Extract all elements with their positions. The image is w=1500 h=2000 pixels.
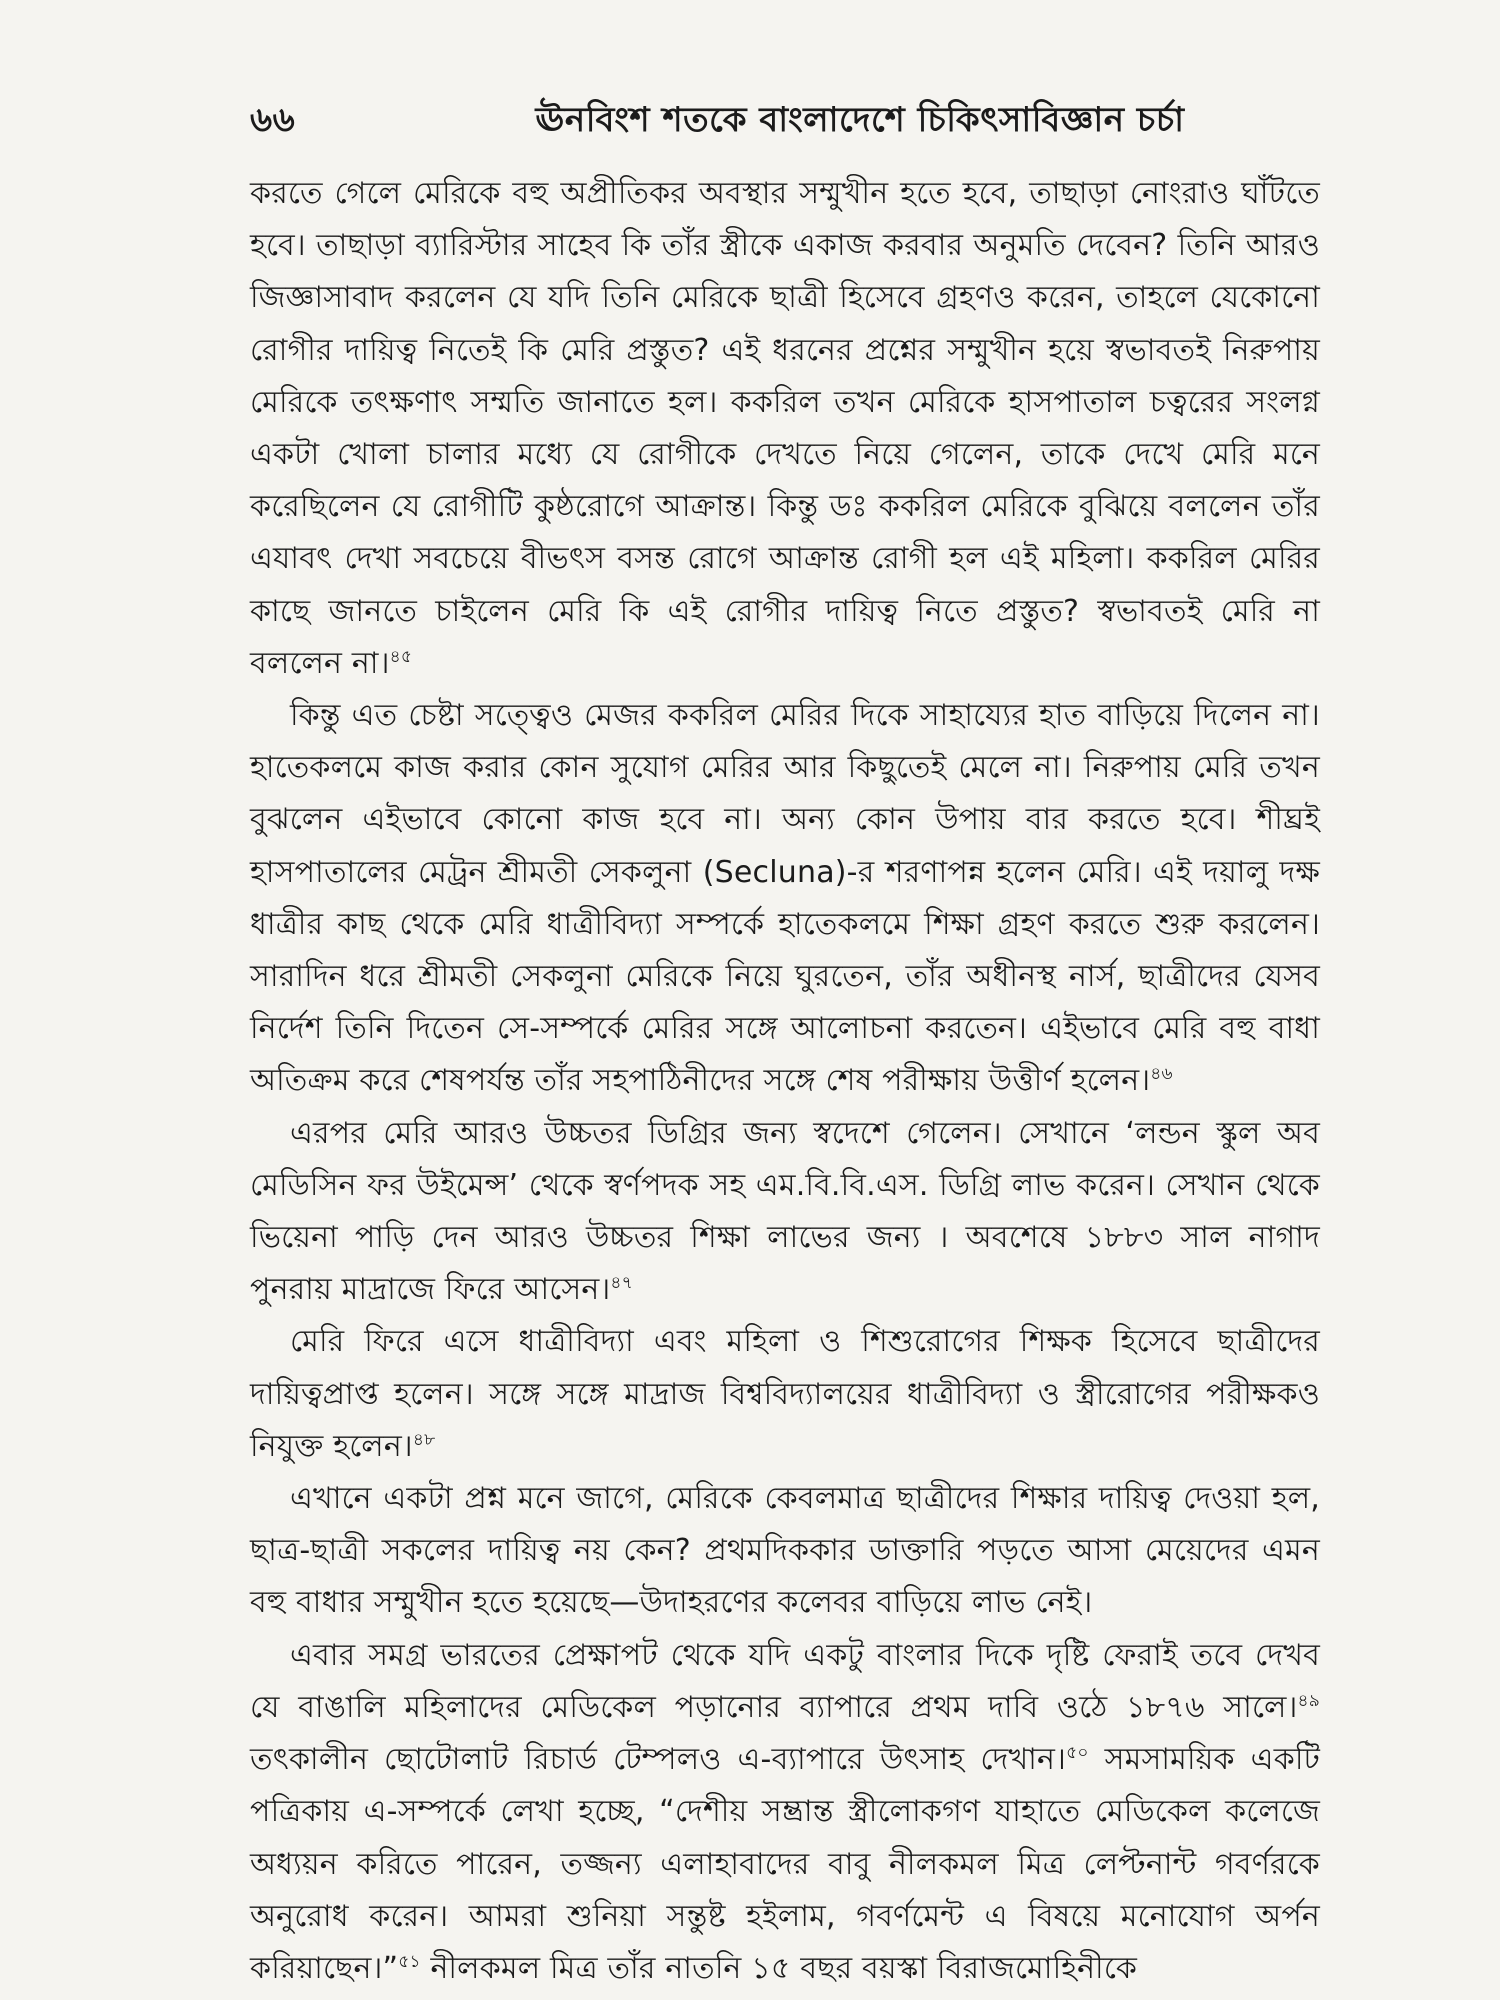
paragraph-5: এখানে একটা প্রশ্ন মনে জাগে, মেরিকে কেবলমাত্র ছাত্রীদের শিক্ষার দায়িত্ব দেওয়া হল, ছাত্র-ছাত্রী সকলের দায়িত্ব নয় কেন? প্রথমদিককার ডাক্তারি পড়তে আসা মেয়েদের এমন বহু বাধার সম্মুখীন হতে হয়েছে—উদাহরণের কলেবর বাড়িয়ে লাভ নেই। (250, 1481, 1320, 1621)
paragraph-4: মেরি ফিরে এসে ধাত্রীবিদ্যা এবং মহিলা ও শিশুরোগের শিক্ষক হিসেবে ছাত্রীদের দায়িত্বপ্রাপ্ত হলেন। সঙ্গে সঙ্গে মাদ্রাজ বিশ্ববিদ্যালয়ের ধাত্রীবিদ্যা ও স্ত্রীরোগের পরীক্ষকও নিযুক্ত হলেন।$^{৪৮}$ (250, 1324, 1320, 1464)
paragraph-3: এরপর মেরি আরও উচ্চতর ডিগ্রির জন্য স্বদেশে গেলেন। সেখানে ‘লন্ডন স্কুল অব মেডিসিন ফর উইমেন্স’ থেকে স্বর্ণপদক সহ এম.বি.বি.এস. ডিগ্রি লাভ করেন। সেখান থেকে ভিয়েনা পাড়ি দেন আরও উচ্চতর শিক্ষা লাভের জন্য । অবশেষে ১৮৮৩ সাল নাগাদ পুনরায় মাদ্রাজে ফিরে আসেন।$^{৪৭}$ (250, 1115, 1320, 1308)
footnote-ref: ৫০ (1066, 1743, 1089, 1764)
paragraph-1: করতে গেলে মেরিকে বহু অপ্রীতিকর অবস্থার সম্মুখীন হতে হবে, তাছাড়া নোংরাও ঘাঁটতে হবে। তাছাড়া ব্যারিস্টার সাহেব কি তাঁর স্ত্রীকে একাজ করবার অনুমতি দেবেন? তিনি আরও জিজ্ঞাসাবাদ করলেন যে যদি তিনি মেরিকে ছাত্রী হিসেবে গ্রহণও করেন, তাহলে যেকোনো রোগীর দায়িত্ব নিতেই কি মেরি প্রস্তুত? এই ধরনের প্রশ্নের সম্মুখীন হয়ে স্বভাবতই নিরুপায় মেরিকে তৎক্ষণাৎ সম্মতি জানাতে হল। ককরিল তখন মেরিকে হাসপাতাল চত্বরের সংলগ্ন একটা খোলা চালার মধ্যে যে রোগীকে দেখতে নিয়ে গেলেন, তাকে দেখে মেরি মনে করেছিলেন যে রোগীটি কুষ্ঠরোগে আক্রান্ত। কিন্তু ডঃ ককরিল মেরিকে বুঝিয়ে বললেন তাঁর এযাবৎ দেখা সবচেয়ে বীভৎস বসন্ত রোগে আক্রান্ত রোগী হল এই মহিলা। ককরিল মেরির কাছে জানতে চাইলেন মেরি কি এই রোগীর দায়িত্ব নিতে প্রস্তুত? স্বভাবতই মেরি না বললেন না।$^{৪৫}$ (250, 176, 1320, 681)
footnote-ref: ৪৯ (1297, 1690, 1320, 1711)
body-text (250, 168, 1320, 1995)
footnote-ref: ৫১ (398, 1951, 421, 1972)
paragraph-2: কিন্তু এত চেষ্টা সত্ত্বেও মেজর ককরিল মেরির দিকে সাহায্যের হাত বাড়িয়ে দিলেন না। হাতেকলমে কাজ করার কোন সুযোগ মেরির আর কিছুতেই মেলে না। নিরুপায় মেরি তখন বুঝলেন এইভাবে কোনো কাজ হবে না। অন্য কোন উপায় বার করতে হবে। শীঘ্রই হাসপাতালের মেট্রন শ্রীমতী সেকলুনা (Secluna)-র শরণাপন্ন হলেন মেরি। এই দয়ালু দক্ষ ধাত্রীর কাছ থেকে মেরি ধাত্রীবিদ্যা সম্পর্কে হাতেকলমে শিক্ষা গ্রহণ করতে শুরু করলেন। সারাদিন ধরে শ্রীমতী সেকলুনা মেরিকে নিয়ে ঘুরতেন, তাঁর অধীনস্থ নার্স, ছাত্রীদের যেসব নির্দেশ তিনি দিতেন সে-সম্পর্কে মেরির সঙ্গে আলোচনা করতেন। এইভাবে মেরি বহু বাধা অতিক্রম করে শেষপর্যন্ত তাঁর সহপাঠিনীদের সঙ্গে শেষ পরীক্ষায় উত্তীর্ণ হলেন।$^{৪৬}$ (250, 698, 1320, 1099)
page-header (250, 88, 1320, 158)
footnote-ref: ৪৬ (1150, 1064, 1173, 1085)
footnote-ref: ৪৭ (610, 1273, 633, 1294)
page-number: ৬৬ (250, 100, 296, 140)
paragraph-6: এবার সমগ্র ভারতের প্রেক্ষাপট থেকে যদি একটু বাংলার দিকে দৃষ্টি ফেরাই তবে দেখব যে বাঙালি মহিলাদের মেডিকেল পড়ানোর ব্যাপারে প্রথম দাবি ওঠে ১৮৭৬ সালে।$^{৪৯}$ তৎকালীন ছোটোলাট রিচার্ড টেম্পলও এ-ব্যাপারে উৎসাহ দেখান।$^{৫০}$ সমসাময়িক একটি পত্রিকায় এ-সম্পর্কে লেখা হচ্ছে, “দেশীয় সম্ভ্রান্ত স্ত্রীলোকগণ যাহাতে মেডিকেল কলেজে অধ্যয়ন করিতে পারেন, তজ্জন্য এলাহাবাদের বাবু নীলকমল মিত্র লেপ্টনান্ট গবর্ণরকে অনুরোধ করেন। আমরা শুনিয়া সন্তুষ্ট হইলাম, গবর্ণমেন্ট এ বিষয়ে মনোযোগ অর্পন করিয়াছেন।”$^{৫১}$ নীলকমল মিত্র তাঁর নাতনি ১৫ বছর বয়স্কা বিরাজমোহিনীকে (250, 1637, 1321, 1986)
footnote-ref: ৪৮ (412, 1429, 436, 1450)
running-title: ঊনবিংশ শতকে বাংলাদেশে চিকিৎসাবিজ্ঞান চর্চা (535, 100, 1185, 140)
footnote-ref: ৪৫ (389, 646, 413, 667)
